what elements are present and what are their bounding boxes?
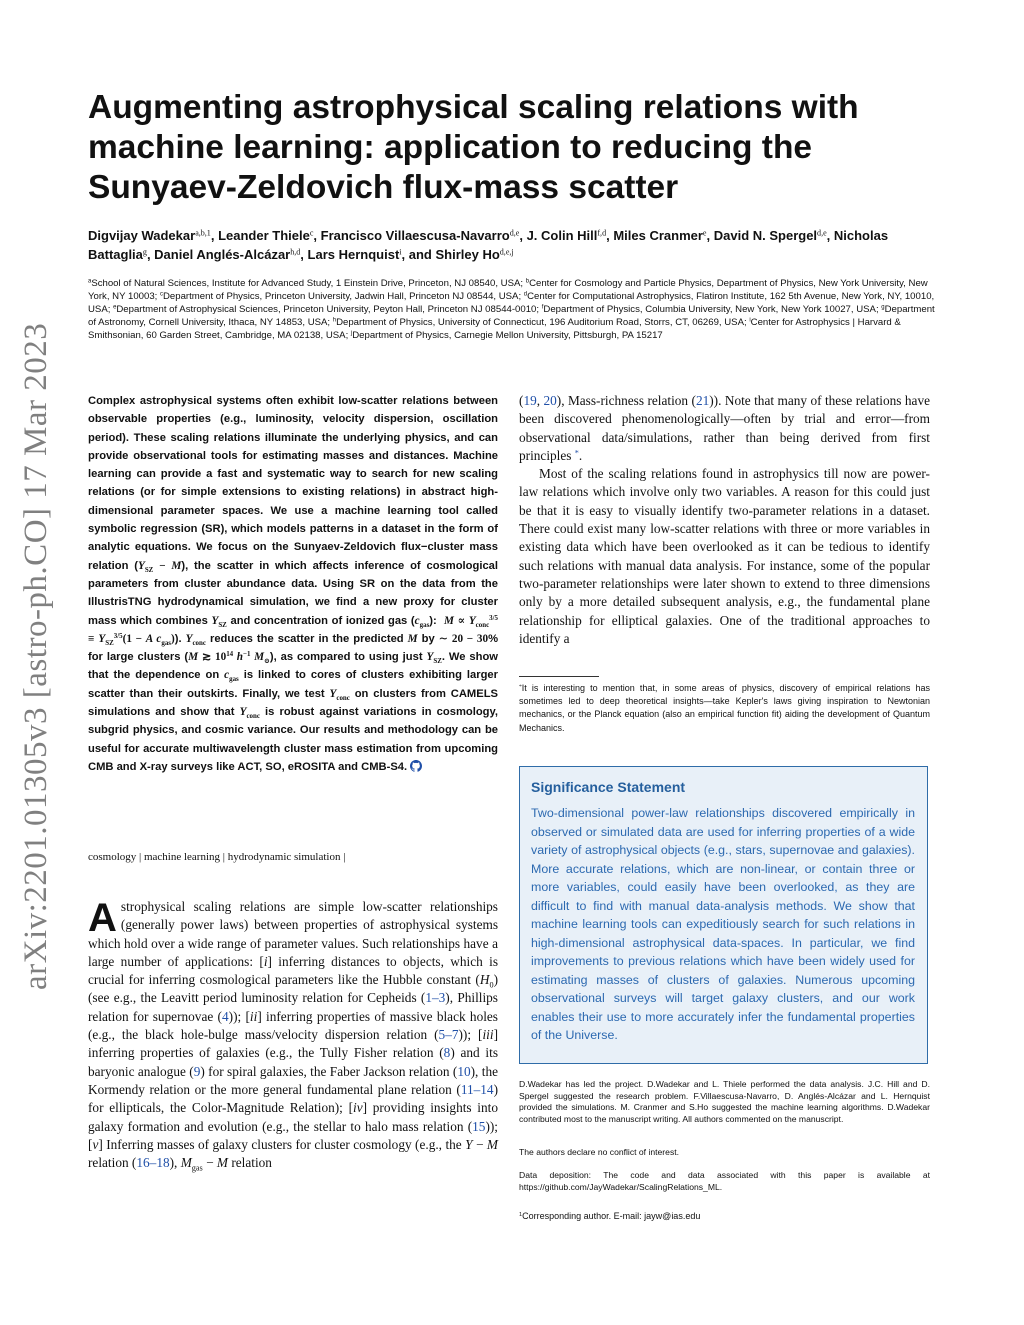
footnote-text: It is interesting to mention that, in some areas of physics, discovery of empirical relations has sometimes led to deep theoretical insights—take Kepler's laws giving inspiration to Newtonian mechanics, or the Planck equation (also an empirical function fit) aiding the development of Quantum Mechanics. <box>519 683 930 733</box>
affiliation-key: d <box>523 291 528 298</box>
affiliation-key: h <box>332 317 337 324</box>
corresponding-author <box>519 1211 930 1223</box>
body-text: ] Inferring masses of galaxy clusters for cluster cosmology (e.g., the <box>98 1136 466 1152</box>
abstract-text: on clusters from CAMELS simulations and show that <box>88 687 498 719</box>
body-paragraph: Most of the scaling relations found in astrophysics till now are power-law relations which involve only two variables. A reason for this could just be that it is easy to visually identify two-parameter relations in a dataset. There could exist many low-scatter relations with three or more variables in existing data which have been overlooked as it can be tedious to identify such relations with manual data analysis. For instance, some of the popular two-parameter relationships were later shown to extend to three dimensions only by a more detailed subsequent analysis, e.g., the fundamental plane relationship for elliptical galaxies. One of the traditional approaches to identify a <box>519 466 930 646</box>
paper-title: Augmenting astrophysical scaling relations with machine learning: application to reducing the Sunyaev-Zeldovich flux-mass scatter <box>88 89 859 206</box>
affiliation-text: Department of Astrophysical Sciences, Princeton University, Peyton Hall, Princeton NJ 08544-0010; <box>116 304 542 315</box>
citation-link[interactable]: 15 <box>472 1118 486 1134</box>
list-marker: iv <box>353 1100 363 1116</box>
list-marker: iii <box>482 1027 494 1043</box>
abstract-text: . We show that the dependence on <box>88 651 499 682</box>
body-text: ) for spiral galaxies, the Faber Jackson relation ( <box>200 1063 458 1079</box>
author-contributions: D.Wadekar has led the project. D.Wadekar and L. Thiele performed the data analysis. J.C. Hill and D. Spergel suggested the research problem. F.Villaescusa-Navarro, D. Anglés-Alcázar and L. Hernquist provided the simulations. M. Cranmer and S.Ho suggested the machine learning algorithms. D.Wadekar contributed most to the manuscript writing. All authors commented on the manuscript. <box>519 1079 930 1124</box>
citation-link[interactable]: 5–7 <box>438 1027 459 1043</box>
affiliation-text: Center for Cosmology and Particle Physics, Department of Physics, New York University, New York, NY 10003; <box>88 278 928 302</box>
body-text: )); [ <box>228 1008 250 1024</box>
body-text: ( <box>519 393 524 408</box>
conflict-of-interest: The authors declare no conflict of interest. <box>519 1147 680 1157</box>
author-separator: , <box>313 228 321 243</box>
affiliation-text: Center for Astrophysics | Harvard & Smithsonian, 60 Garden Street, Cambridge, MA 02138, USA; <box>88 317 901 341</box>
author-name: Leander Thiele <box>218 228 310 243</box>
body-text: ] inferring properties of massive black holes (e.g., the black hole-bulge mass/velocity dispersion relation ( <box>88 1008 498 1043</box>
affiliation-key: i <box>749 317 751 324</box>
author-name: J. Colin Hill <box>526 228 598 243</box>
author-affiliation-keys: h,d <box>290 247 301 257</box>
abstract-text: Complex astrophysical systems often exhibit low-scatter relations between observable properties (e.g., luminosity, velocity dispersion, oscillation period). These scaling relations illuminate the underlying physics, and can provide observational tools for estimating masses and distances. Machine learning can provide a fast and systematic way to search for new scaling relations (or for simple extensions to existing relations) in abstract high-dimensional parameter spaces. We use a machine learning tool called symbolic regression (SR), which models patterns in a dataset in the form of analytic equations. We focus on the Sunyaev-Zeldovich flux−cluster mass relation ( <box>88 395 498 572</box>
affiliation-text: Department of Physics, University of Connecticut, 196 Auditorium Road, Storrs, CT, 06269, USA; <box>336 317 750 328</box>
author-separator: , and <box>401 247 436 262</box>
abstract-text: ), as compared to using just <box>269 651 427 664</box>
citation-link[interactable]: 11–14 <box>460 1081 494 1097</box>
author-name: Shirley Ho <box>435 247 500 262</box>
footnote <box>519 682 930 735</box>
affiliation-key: e <box>113 304 117 311</box>
author-name: David N. Spergel <box>713 228 818 243</box>
body-text: ] inferring distances to objects, which is crucial for inferring cosmological parameters like the Hubble constant ( <box>88 953 498 988</box>
abstract-text: and concentration of ionized gas ( <box>226 614 415 627</box>
significance-heading: Significance Statement <box>531 779 686 795</box>
body-text: ) and its baryonic analogue ( <box>88 1045 499 1079</box>
affiliation-key: b <box>525 278 530 285</box>
citation-link[interactable]: 21 <box>695 393 710 408</box>
citation-link[interactable]: 16–18 <box>136 1155 170 1171</box>
abstract-text: ). <box>174 632 186 645</box>
author-affiliation-keys: a,b,1 <box>195 228 211 238</box>
affiliation-text: Center for Computational Astrophysics, Flatiron Institute, 162 5th Avenue, New York, NY, 10010, USA; <box>88 291 935 315</box>
body-text: ), <box>169 1155 181 1171</box>
affiliation-key: j <box>350 330 353 337</box>
abstract-text: reduces the scatter in the predicted <box>205 632 408 645</box>
author-separator: , <box>826 228 834 243</box>
body-text: ] providing insights into galaxy formation and evolution (e.g., the stellar to halo mass relation ( <box>88 1100 498 1134</box>
author-affiliation-keys: i <box>399 247 402 257</box>
footnote-divider <box>519 676 599 677</box>
author-list <box>88 226 948 264</box>
introduction-column-right: (19, 20), Mass-richness relation (21)). Note that many of these relations have been discovered phenomenologically—often by trial and error—from observational data/simulations, rather than being derived from first principles *. Most of the scaling relations found in astrophysics till now are power-law relations which involve only two variables. A reason for this could just be that it is easy to visually identify two-parameter relations in a dataset. There could exist many low-scatter relations with three or more variables in existing data which have been overlooked as it can be tedious to identify such relations with manual data analysis. For instance, some of the popular two-parameter relationships were later shown to extend to three dimensions only by a more detailed subsequent analysis, e.g., the fundamental plane relationship for elliptical galaxies. One of the traditional approaches to identify a <box>519 392 930 648</box>
author-affiliation-keys: d,e <box>509 228 520 238</box>
body-text: , <box>536 393 544 408</box>
footnote-mark: * <box>519 683 522 690</box>
affiliation-text: Department of Physics, Columbia University, New York, New York 10027, USA; <box>543 304 882 315</box>
abstract-text: % for large clusters ( <box>88 632 499 664</box>
author-affiliation-keys: g <box>142 247 147 257</box>
affiliation-text: Department of Physics, Princeton University, Jadwin Hall, Princeton NJ 08544, USA; <box>162 291 524 302</box>
affiliation-key: f <box>541 304 544 311</box>
list-marker: ii <box>249 1008 258 1024</box>
body-text: ), Phillips relation for supernovae ( <box>88 990 498 1024</box>
body-text: ) for ellipticals, the Color-Magnitude Relation); [ <box>88 1081 498 1116</box>
citation-link[interactable]: 9 <box>193 1063 201 1079</box>
affiliation-text: Department of Physics, Carnegie Mellon University, Pittsburgh, PA 15217 <box>352 330 663 341</box>
author-affiliation-keys: e <box>702 228 707 238</box>
corresponding-mark: 1 <box>519 1211 523 1218</box>
author-name: Digvijay Wadekar <box>88 228 196 243</box>
affiliation-list <box>88 277 938 342</box>
body-text: strophysical scaling relations are simple low-scatter relationships (generally power laws) between properties of astrophysical systems which hold over a wide range of parameter values. Such relationships have a large number of applications: [ <box>88 899 498 969</box>
author-separator: , <box>300 247 308 262</box>
body-text: relation <box>228 1155 272 1171</box>
significance-text: Two-dimensional power-law relationships discovered empirically in observed or simulated data are used for inferring properties of a wide variety of astrophysical objects (e.g., stars, supernovae and galaxies). More accurate relations, which are non-linear, or contain three or more variables, could easily have been overlooked, as they are difficult to find with manual data-analysis methods. We show that machine learning tools can expeditiously search for such relations in high-dimensional astrophysical data-spaces. In particular, we find improvements to previous relations which have been widely used for estimating masses of clusters of galaxies. Numerous upcoming observational surveys will target galaxy clusters, and our work enables their use to more accurately infer the fundamental properties of the Universe. <box>531 806 915 1042</box>
citation-link[interactable]: 20 <box>543 393 557 408</box>
author-name: Lars Hernquist <box>307 247 400 262</box>
author-name: Daniel Anglés-Alcázar <box>154 247 291 262</box>
body-text: ] inferring properties of galaxies (e.g., the Tully Fisher relation ( <box>88 1027 498 1061</box>
abstract-text: ), the scatter in which affects inference of cosmological parameters from cluster abundance data. Using SR on the data from the IllustrisTNG hydrodynamical simulation, we find a new proxy for cluster mass which combines <box>88 559 498 627</box>
significance-statement-box <box>519 766 928 1064</box>
affiliation-key: g <box>881 304 885 311</box>
citation-link[interactable]: 4 <box>221 1008 229 1024</box>
body-text: )); [ <box>88 1118 498 1152</box>
body-text: relation ( <box>88 1155 137 1171</box>
author-name: Francisco Villaescusa-Navarro <box>320 228 510 243</box>
body-text: ), the Kormendy relation or the more general fundamental plane relation ( <box>88 1063 498 1097</box>
abstract-text: by <box>417 632 439 645</box>
author-separator: , <box>146 247 155 262</box>
abstract-text: is linked to cores of clusters exhibiting larger scatter than their outskirts. Finally, we test <box>88 669 499 700</box>
body-text: ) (see e.g., the Leavitt period luminosity relation for Cepheids ( <box>88 972 498 1006</box>
corresponding-text: Corresponding author. E-mail: jayw@ias.edu <box>522 1211 701 1221</box>
body-text: )); [ <box>458 1027 483 1043</box>
author-affiliation-keys: c <box>309 228 314 238</box>
citation-link[interactable]: 10 <box>457 1063 471 1079</box>
author-affiliation-keys: d,e <box>817 228 827 238</box>
author-name: Nicholas Battaglia <box>88 228 889 262</box>
arxiv-identifier-stamp: arXiv:2201.01305v3 [astro-ph.CO] 17 Mar 2023 <box>18 322 54 990</box>
author-affiliation-keys: d,e,j <box>499 247 514 257</box>
introduction-column-left: Astrophysical scaling relations are simple low-scatter relationships (generally power laws) between properties of astrophysical systems which hold over a wide range of parameter values. Such relationships have a large number of applications: [i] inferring distances to objects, which is crucial for inferring cosmological parameters like the Hubble constant $(H_0)$ (see e.g., the Leavitt period luminosity relation for Cepheids (1–3), Phillips relation for supernovae (4)); [ii] inferring properties of massive black holes (e.g., the black hole-bulge mass/velocity dispersion relation (5–7)); [iii] inferring properties of galaxies (e.g., the Tully Fisher relation (8) and its baryonic analogue (9) for spiral galaxies, the Faber Jackson relation (10), the Kormendy relation or the more general fundamental plane relation (11–14) for ellipticals, the Color-Magnitude Relation); [iv] providing insights into galaxy formation and evolution (e.g., the stellar to halo mass relation (15)); [v] Inferring masses of galaxy clusters for cluster cosmology (e.g., the Y − M relation (16–18), $M_{gas} - M$ relation <box>88 896 499 1173</box>
author-separator: , <box>210 228 219 243</box>
author-separator: , <box>606 228 614 243</box>
affiliation-key: a <box>88 278 92 285</box>
author-separator: , <box>706 228 714 243</box>
author-separator: , <box>519 228 527 243</box>
affiliation-text: Department of Astronomy, Cornell University, Ithaca, NY 14853, USA; <box>88 304 935 328</box>
list-marker: v <box>92 1136 99 1152</box>
footnote-marker[interactable]: * <box>574 448 579 458</box>
body-text: ), Mass-richness relation ( <box>556 393 696 408</box>
github-icon[interactable] <box>410 760 422 778</box>
data-deposition: Data deposition: The code and data associated with this paper is available at https://github.com/JayWadekar/ScalingRelations_ML. <box>519 1170 930 1192</box>
author-name: Miles Cranmer <box>613 228 703 243</box>
abstract: Complex astrophysical systems often exhibit low-scatter relations between observable properties (e.g., luminosity, velocity dispersion, oscillation period). These scaling relations illuminate the underlying physics, and can provide observational tools for estimating masses and distances. Machine learning can provide a fast and systematic way to search for new scaling relations (or for simple extensions to existing relations) in abstract high-dimensional parameter spaces. We use a machine learning tool called symbolic regression (SR), which models patterns in a dataset in the form of analytic equations. We focus on the Sunyaev-Zeldovich flux−cluster mass relation $(Y_{SZ} - M)$, the scatter in which affects inference of cosmological parameters from cluster abundance data. Using SR on the data from the IllustrisTNG hydrodynamical simulation, we find a new proxy for cluster mass which combines $Y_{SZ}$ and concentration of ionized gas $(c_{gas})$: $M \propto Y_{conc}^{3/5} \equiv Y_{SZ}^{3/5}(1 - A$ $c_{gas}$)). $Y_{conc}$ reduces the scatter in the predicted M by ∼ 20 − 30% for large clusters (M ≳ $10^{14}$ $h^{-1}$ $M_⊙$), as compared to using just $Y_{SZ}$. We show that the dependence on $c_{gas}$ is linked to cores of clusters exhibiting larger scatter than their outskirts. Finally, we test $Y_{conc}$ on clusters from CAMELS simulations and show that $Y_{conc}$ is robust against variations in cosmology, subgrid physics, and cosmic variance. Our results and methodology can be useful for accurate multiwavelength cluster mass estimation from upcoming CMB and X-ray surveys like ACT, SO, eROSITA and CMB-S4. <box>88 392 498 778</box>
citation-link[interactable]: 1–3 <box>425 990 446 1006</box>
affiliation-key: c <box>160 291 163 298</box>
keywords: cosmology | machine learning | hydrodynamic simulation | <box>88 851 346 863</box>
affiliation-text: School of Natural Sciences, Institute for Advanced Study, 1 Einstein Drive, Princeton, NJ 08540, USA; <box>91 278 526 289</box>
body-text: )). Note that many of these relations have been discovered phenomenologically—often by trial and error—from observational data/simulations, rather than being derived from first principles <box>519 393 931 463</box>
list-marker: i <box>263 953 268 969</box>
author-affiliation-keys: f,d <box>597 228 607 238</box>
drop-cap: A <box>88 896 117 940</box>
citation-link[interactable]: 8 <box>443 1045 451 1061</box>
abstract-text: is robust against variations in cosmology, subgrid physics, and cosmic variance. Our results and methodology can be useful for accurate multiwavelength cluster mass estimation from upcoming CMB and X-ray surveys like ACT, SO, eROSITA and CMB-S4. <box>88 706 499 773</box>
citation-link[interactable]: 19 <box>523 393 537 408</box>
